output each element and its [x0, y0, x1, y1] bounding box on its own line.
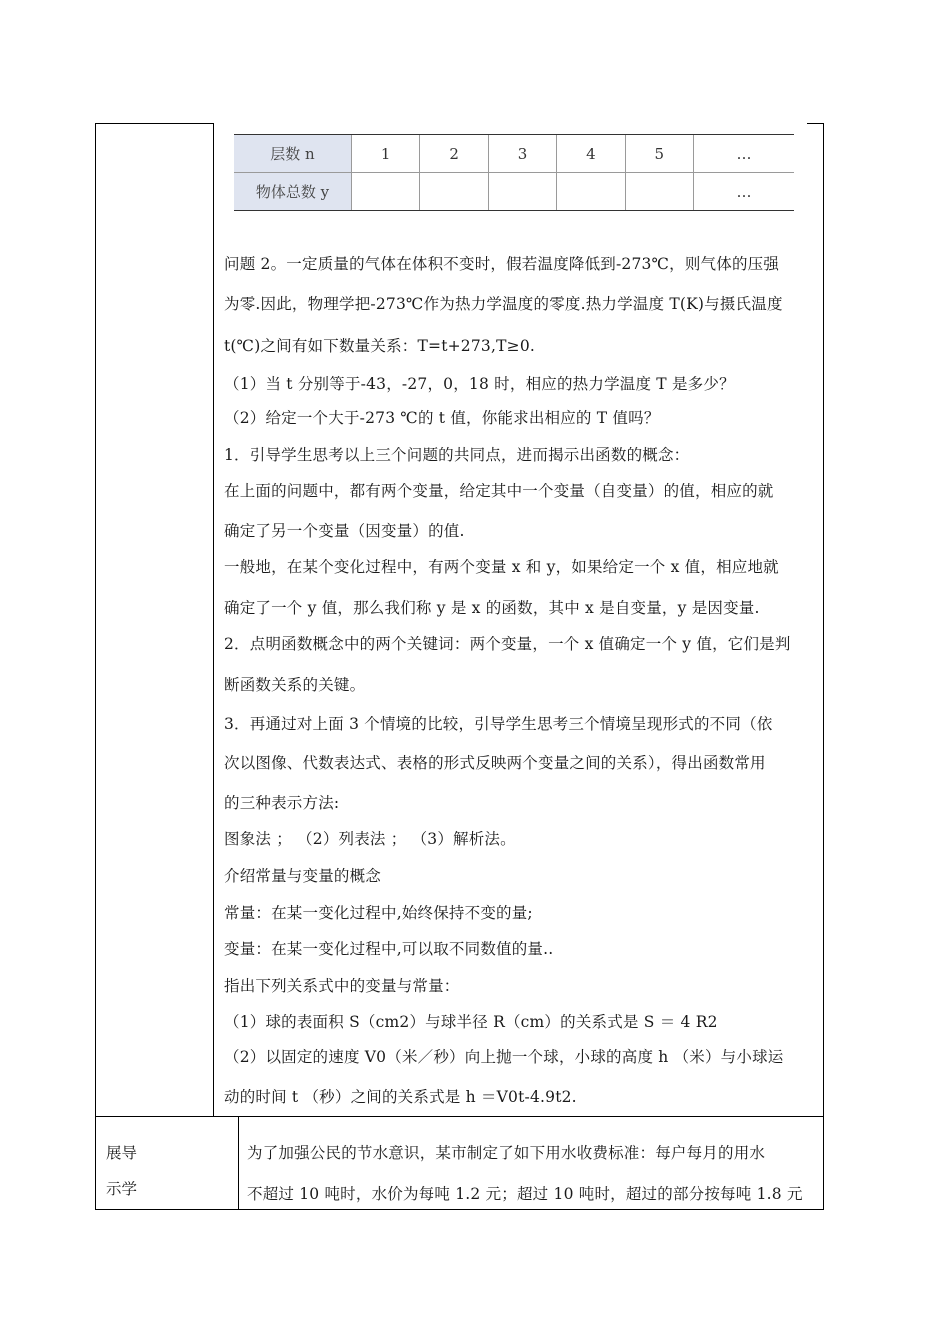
- text-line: （1）球的表面积 S（cm2）与球半径 R（cm）的关系式是 S ＝ 4 R2: [224, 1013, 718, 1031]
- text-line: 为零.因此，物理学把-273℃作为热力学温度的零度.热力学温度 T(K)与摄氏温度: [224, 295, 783, 313]
- frame-top-right: [807, 123, 824, 124]
- text-line: （1）当 t 分别等于-43，-27，0，18 时，相应的热力学温度 T 是多少？: [224, 375, 735, 393]
- text-line: 的三种表示方法:: [224, 794, 340, 812]
- table-cell: …: [693, 135, 794, 173]
- frame-top-left: [95, 123, 214, 124]
- text-line: 动的时间 t （秒）之间的关系式是 h ＝V0t-4.9t2.: [224, 1088, 577, 1106]
- table-cell: [420, 173, 488, 211]
- frame-left-border: [95, 123, 96, 1210]
- table-cell: [625, 173, 693, 211]
- text-line: （2）以固定的速度 V0（米／秒）向上抛一个球，小球的高度 h （米）与小球运: [224, 1048, 784, 1066]
- text-line: （2）给定一个大于-273 ℃的 t 值，你能求出相应的 T 值吗？: [224, 409, 660, 427]
- table-cell: [557, 173, 625, 211]
- table-row: [234, 173, 794, 211]
- text-line: 常量：在某一变化过程中,始终保持不变的量;: [224, 904, 533, 922]
- text-line: 2．点明函数概念中的两个关键词：两个变量，一个 x 值确定一个 y 值，它们是判: [224, 635, 791, 653]
- table-cell: 2: [420, 135, 488, 173]
- frame-bottom-border: [95, 1209, 824, 1210]
- table-cell: 5: [625, 135, 693, 173]
- text-line: 在上面的问题中，都有两个变量，给定其中一个变量（自变量）的值，相应的就: [224, 482, 774, 500]
- table-cell: …: [693, 173, 794, 211]
- table-cell: [488, 173, 556, 211]
- text-line: 为了加强公民的节水意识，某市制定了如下用水收费标准：每户每月的用水: [247, 1144, 766, 1162]
- text-line: t(℃)之间有如下数量关系：T=t+273,T≥0.: [224, 337, 536, 355]
- text-line: 问题 2。一定质量的气体在体积不变时，假若温度降低到-273℃，则气体的压强: [224, 255, 780, 273]
- text-line: 介绍常量与变量的概念: [224, 867, 382, 885]
- text-line: 次以图像、代数表达式、表格的形式反映两个变量之间的关系），得出函数常用: [224, 754, 766, 772]
- text-line: 确定了另一个变量（因变量）的值.: [224, 522, 465, 540]
- section-label: 示学: [106, 1180, 138, 1198]
- table-cell: 3: [488, 135, 556, 173]
- table-cell: 1: [352, 135, 420, 173]
- section-label: 展导: [106, 1144, 138, 1162]
- table-cell: 4: [557, 135, 625, 173]
- table-cell: [352, 173, 420, 211]
- table-header-layers: 层数 n: [234, 135, 352, 173]
- text-line: 一般地，在某个变化过程中，有两个变量 x 和 y，如果给定一个 x 值，相应地就: [224, 558, 779, 576]
- frame-divider-lower: [238, 1116, 239, 1210]
- text-line: 1．引导学生思考以上三个问题的共同点，进而揭示出函数的概念：: [224, 446, 690, 464]
- frame-row-separator: [95, 1116, 824, 1117]
- frame-right-border: [823, 123, 824, 1210]
- text-line: 不超过 10 吨时，水价为每吨 1.2 元；超过 10 吨时，超过的部分按每吨 1.8 元: [247, 1185, 803, 1203]
- text-line: 指出下列关系式中的变量与常量：: [224, 977, 460, 995]
- text-line: 3．再通过对上面 3 个情境的比较，引导学生思考三个情境呈现形式的不同（依: [224, 715, 773, 733]
- table-row: [234, 135, 794, 173]
- layer-count-table: [234, 134, 794, 211]
- frame-divider-upper: [213, 123, 214, 1116]
- text-line: 变量：在某一变化过程中,可以取不同数值的量..: [224, 940, 554, 958]
- table-header-total: 物体总数 y: [234, 173, 352, 211]
- text-line: 确定了一个 y 值，那么我们称 y 是 x 的函数，其中 x 是自变量，y 是因变量.: [224, 599, 760, 617]
- text-line: 图象法 ； （2）列表法 ； （3）解析法。: [224, 830, 516, 848]
- text-line: 断函数关系的关键。: [224, 676, 366, 694]
